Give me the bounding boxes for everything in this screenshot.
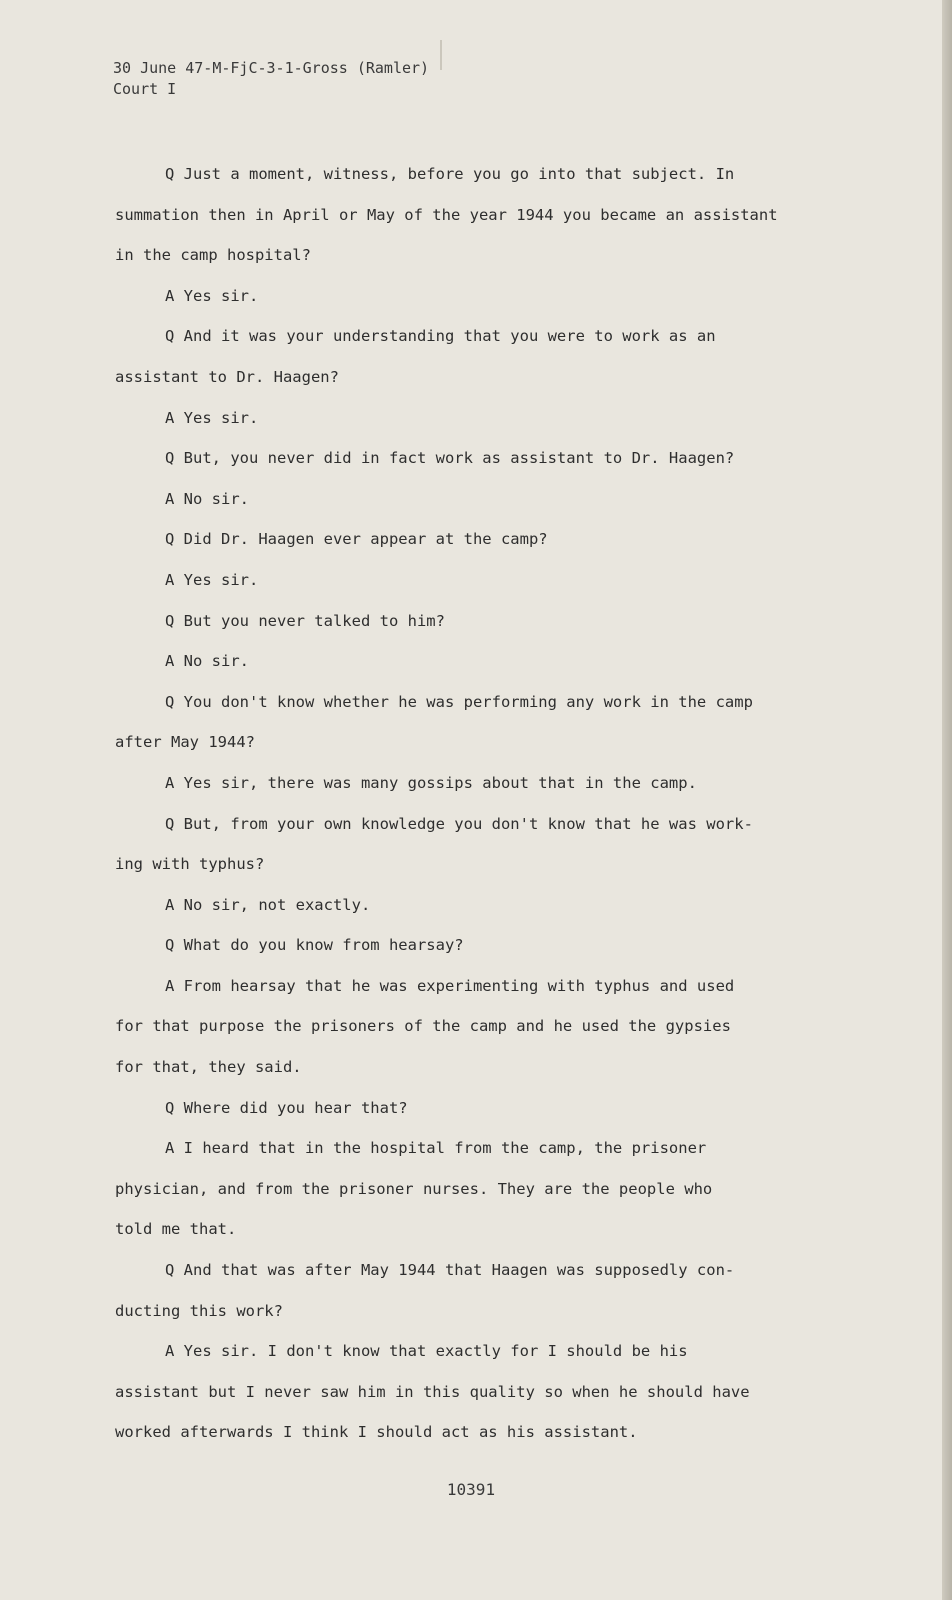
transcript-line: A I heard that in the hospital from the camp, the prisoner (165, 1139, 707, 1158)
transcript-line: Q And it was your understanding that you were to work as an (165, 327, 716, 346)
transcript-line: A Yes sir. (165, 570, 259, 589)
transcript-line: A Yes sir. I don't know that exactly for I should be his (165, 1342, 688, 1361)
transcript-line: A Yes sir. (165, 408, 259, 427)
transcript-line: A No sir. (165, 652, 249, 671)
transcript-line: A No sir, not exactly. (165, 895, 371, 914)
transcript-line: A No sir. (165, 489, 249, 508)
transcript-body (115, 154, 835, 1453)
transcript-line: ing with typhus? (115, 855, 265, 874)
header-reference: 30 June 47-M-FjC-3-1-Gross (Ramler) (113, 59, 430, 77)
transcript-line: Q Where did you hear that? (165, 1098, 408, 1117)
transcript-line: worked afterwards I think I should act as his assistant. (115, 1423, 638, 1442)
transcript-line: assistant to Dr. Haagen? (115, 367, 339, 386)
transcript-line: for that purpose the prisoners of the camp and he used the gypsies (115, 1017, 731, 1036)
transcript-line: summation then in April or May of the year 1944 you became an assistant (115, 205, 778, 224)
transcript-line: assistant but I never saw him in this quality so when he should have (115, 1382, 750, 1401)
transcript-line: Q Just a moment, witness, before you go into that subject. In (165, 165, 735, 183)
transcript-line: Q But you never talked to him? (165, 611, 445, 630)
transcript-line: Q Did Dr. Haagen ever appear at the camp? (165, 530, 548, 549)
document-header (113, 58, 429, 100)
transcript-line: A From hearsay that he was experimenting with typhus and used (165, 976, 735, 995)
transcript-line: for that, they said. (115, 1058, 302, 1077)
transcript-line: Q You don't know whether he was performing any work in the camp (165, 692, 753, 711)
transcript-line: after May 1944? (115, 733, 255, 752)
transcript-line: Q What do you know from hearsay? (165, 936, 464, 955)
transcript-line: Q And that was after May 1944 that Haagen was supposedly con- (165, 1261, 735, 1280)
page-number: 10391 (446, 1480, 496, 1499)
transcript-line: Q But, from your own knowledge you don't know that he was work- (165, 814, 753, 833)
header-court: Court I (113, 80, 177, 98)
transcript-line: ducting this work? (115, 1301, 283, 1320)
transcript-line: physician, and from the prisoner nurses. They are the people who (115, 1179, 713, 1198)
transcript-line: Q But, you never did in fact work as assistant to Dr. Haagen? (165, 449, 735, 468)
page-edge (942, 0, 952, 1600)
transcript-line: told me that. (115, 1220, 237, 1239)
transcript-line: A Yes sir, there was many gossips about that in the camp. (165, 773, 697, 792)
transcript-line: in the camp hospital? (115, 246, 311, 265)
transcript-line: A Yes sir. (165, 286, 259, 305)
paper-mark (440, 40, 442, 70)
